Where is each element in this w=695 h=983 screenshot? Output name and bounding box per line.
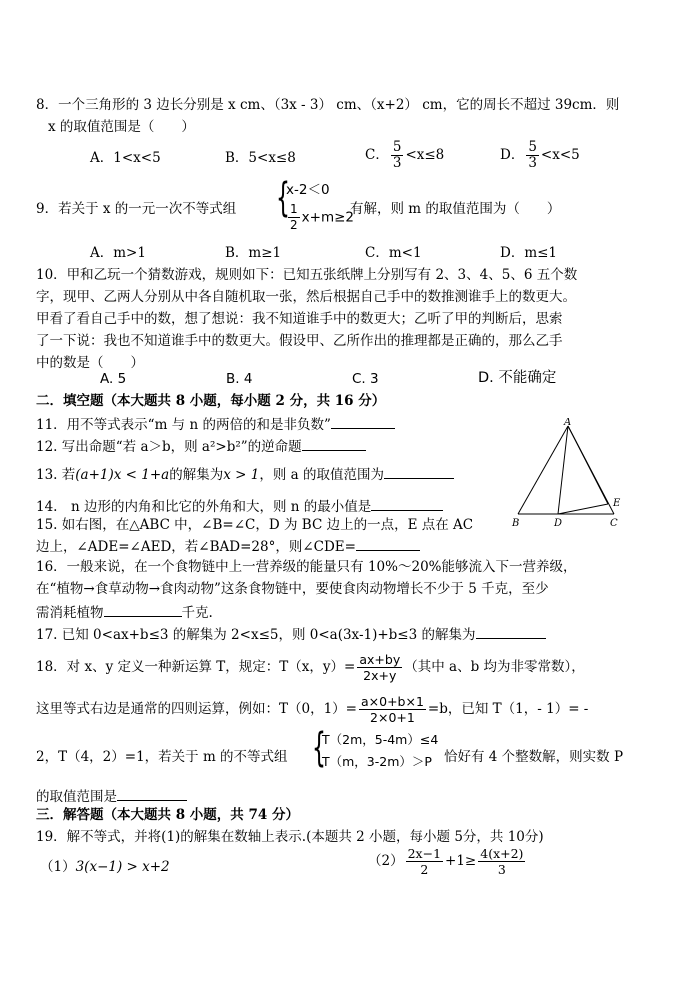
label-d: D [554, 518, 563, 529]
q14-text: 14. n 边形的内角和比它的外角和大，则 n 的最小值是 [36, 499, 372, 515]
q19-frac2-num: 4(x+2) [480, 846, 524, 861]
q17 [36, 624, 546, 644]
triangle-figure [510, 418, 630, 530]
q10-option-b: B. 4 [226, 371, 253, 387]
q13-text-e: ，则 a 的取值范围为 [259, 467, 384, 483]
q12-text: 12. 写出命题“若 a＞b，则 a²>b²”的逆命题 [36, 439, 302, 455]
q19-part2-mid: +1≥ [445, 853, 477, 869]
q11 [36, 414, 395, 434]
q14-blank [371, 496, 443, 511]
q19-part1-label: （1） [40, 859, 76, 875]
segment-ad [558, 426, 568, 514]
segment-de [558, 504, 608, 514]
q18-frac2-num: a×0+b×1 [361, 694, 424, 709]
q8-d-frac-num: 5 [528, 139, 537, 155]
q15-blank [356, 536, 420, 551]
q16-line1: 16．一般来说，在一个食物链中上一营养级的能量只有 10%～20%能够流入下一营养级， [36, 559, 577, 575]
q18-line3-a: 2，T（4，2）=1，若关于 m 的不等式组 [36, 749, 288, 765]
q18-line4-text: 的取值范围是 [36, 789, 117, 805]
q16-unit: 千克. [181, 605, 213, 621]
q18-frac2-den: 2×0+1 [370, 710, 415, 725]
q8-option-c-label: C． [365, 147, 389, 163]
q13-text-a: 13. 若 [36, 467, 76, 483]
q9-option-a: A．m>1 [90, 245, 146, 261]
q18-frac1-den: 2x+y [363, 668, 397, 683]
q12-blank [302, 436, 366, 451]
q13-solution: x > 1 [223, 467, 260, 483]
q18-line1-a: 18．对 x、y 定义一种新运算 T，规定：T（x，y）= [36, 659, 356, 675]
q8-option-a: A．1<x<5 [90, 150, 161, 166]
q8-option-d-text: <x<5 [540, 147, 580, 163]
q19-part1 [40, 858, 170, 876]
q18-line2 [36, 694, 588, 725]
q8-line2: x 的取值范围是（ ） [48, 119, 195, 135]
q9-frac-den: 2 [290, 218, 298, 232]
q19-line1: 19．解不等式，并将(1)的解集在数轴上表示.(本题共 2 小题，每小题 5分，共 10分) [36, 829, 544, 845]
q17-text: 17. 已知 0<ax+b≤3 的解集为 2<x≤5，则 0<a(3x-1)+b≤3 的解集为 [36, 627, 476, 643]
q11-blank [331, 414, 395, 429]
q8-option-c [365, 140, 444, 171]
q10-line5: 中的数是（ ） [36, 355, 144, 371]
q19-part1-formula: 3(x−1) > x+2 [75, 859, 170, 875]
q18-line4 [36, 786, 187, 806]
q16-line3-text: 需消耗植物 [36, 605, 104, 621]
segment-ae [568, 426, 608, 504]
q18-system-line1: T（2m，5-4m）≤4 [322, 732, 439, 747]
q8-line1: 8．一个三角形的 3 边长分别是 x cm、（3x - 3） cm、（x+2） cm，它的周长不超过 39cm．则 [36, 97, 620, 113]
q9-suffix: 有解，则 m 的取值范围为（ ） [350, 201, 561, 217]
q8-c-frac-num: 5 [392, 139, 402, 155]
section-2-heading: 二．填空题（本大题共 8 小题，每小题 2 分，共 16 分） [36, 393, 386, 409]
q15-line1: 15. 如右图，在△ABC 中，∠B=∠C，D 为 BC 边上的一点，E 点在 AC [36, 517, 474, 533]
q8-d-frac-den: 3 [528, 155, 537, 171]
q15-line2 [36, 536, 420, 556]
q8-option-d-label: D． [500, 147, 525, 163]
q19-frac2-den: 3 [497, 862, 506, 877]
q16-line2: 在“植物→食草动物→食肉动物”这条食物链中，要使食肉动物增长不少于 5 千克，至少 [36, 581, 549, 597]
q18-line1-b: （其中 a、b 均为非零常数）， [404, 659, 585, 675]
q9-option-b: B．m≥1 [225, 245, 282, 261]
q19-frac1-den: 2 [420, 862, 429, 877]
q16-line3 [36, 602, 213, 622]
label-c: C [610, 518, 618, 529]
q8-option-d [500, 140, 580, 171]
q18-blank [117, 786, 187, 801]
q8-c-frac-den: 3 [392, 155, 402, 171]
q9-brace: { [276, 175, 290, 221]
q9-system-line1: x-2＜0 [286, 182, 330, 198]
label-b: B [512, 518, 520, 529]
q9-system-line2-rest: x+m≥2 [301, 209, 354, 226]
q9-prefix: 9．若关于 x 的一元一次不等式组 [36, 201, 237, 217]
q9-frac-num: 1 [290, 202, 298, 216]
q9-system-line2 [286, 202, 354, 233]
q13-formula: (a+1)x < 1+a [75, 467, 170, 483]
q15-line2-text: 边上，∠ADE=∠AED，若∠BAD=28°，则∠CDE= [36, 539, 356, 555]
q19-part2-label: （2） [368, 853, 404, 869]
label-a: A [564, 418, 572, 428]
q8-option-c-text: <x≤8 [405, 147, 445, 163]
q18-system-line2: T（m，3-2m）＞P [322, 754, 432, 769]
q11-text: 11．用不等式表示“m 与 n 的两倍的和是非负数” [36, 417, 331, 433]
q18-line2-a: 这里等式右边是通常的四则运算，例如：T（0，1）= [36, 701, 357, 717]
q10-line1: 10．甲和乙玩一个猜数游戏，规则如下：已知五张纸牌上分别写有 2、3、4、5、6 五个数 [36, 267, 578, 283]
q13 [36, 464, 454, 484]
label-e: E [613, 498, 621, 509]
q8-option-b: B．5<x≤8 [225, 150, 296, 166]
q13-text-c: 的解集为 [169, 467, 224, 483]
q9-option-c: C．m<1 [365, 245, 422, 261]
q12 [36, 436, 366, 456]
q9-option-d: D．m≤1 [500, 245, 558, 261]
q19-frac1-num: 2x−1 [407, 846, 442, 861]
q10-option-c: C. 3 [352, 371, 379, 387]
q18-frac1-num: ax+by [359, 652, 401, 667]
edge-ab [518, 426, 568, 514]
q10-line3: 甲看了看自己手中的数，想了想说：我不知道谁手中的数更大；乙听了甲的判断后，思索 [36, 311, 563, 327]
q19-part2 [368, 846, 527, 877]
q10-line2: 字，现甲、乙两人分别从中各自随机取一张，然后根据自己手中的数推测谁手上的数更大。 [36, 289, 576, 305]
q18-line2-b: =b，已知 T（1，- 1）= - [427, 701, 589, 717]
q13-blank [384, 464, 454, 479]
q10-option-d: D. 不能确定 [478, 370, 557, 386]
q16-blank [104, 602, 182, 617]
q10-option-a: A. 5 [100, 371, 127, 387]
q18-brace: { [312, 725, 326, 771]
q17-blank [476, 624, 546, 639]
q10-line4: 了一下说：我也不知道谁手中的数更大。假设甲、乙所作出的推理都是正确的，那么乙手 [36, 333, 563, 349]
q18-line1 [36, 652, 585, 683]
q14 [36, 496, 443, 516]
section-3-heading: 三．解答题（本大题共 8 小题，共 74 分） [36, 807, 299, 823]
q18-line3-b: 恰好有 4 个整数解，则实数 P [444, 749, 624, 765]
